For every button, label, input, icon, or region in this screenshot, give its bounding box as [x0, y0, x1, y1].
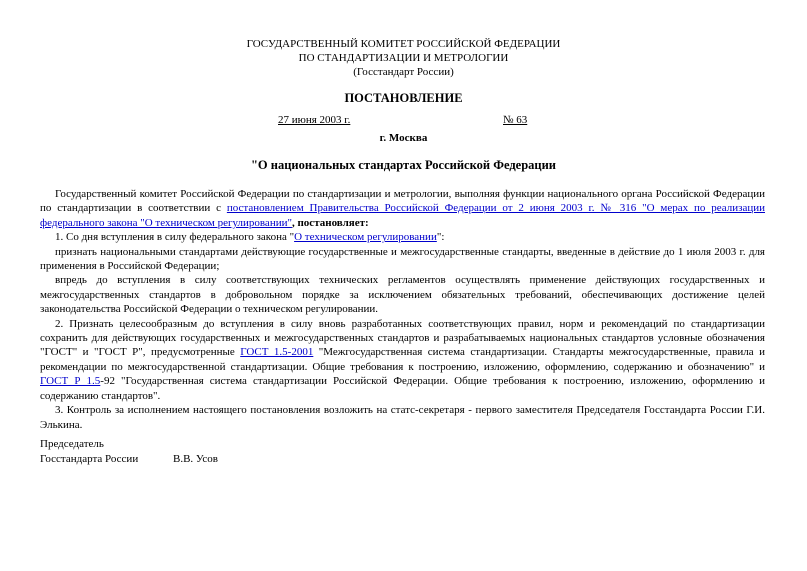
signature-name: В.В. Усов — [173, 453, 218, 465]
paragraph-item-3: 3. Контроль за исполнением настоящего постановления возложить на статс-секретаря - первого заместителя Председателя Госстандарта России Г.И. Элькина. — [40, 404, 765, 431]
gost-r-1-5-link[interactable]: ГОСТ Р 1.5 — [40, 375, 101, 388]
header-line-3: (Госстандарт России) — [353, 66, 454, 78]
header-line-1: ГОСУДАРСТВЕННЫЙ КОМИТЕТ РОССИЙСКОЙ ФЕДЕРАЦИИ — [246, 38, 561, 50]
gost-1-5-2001-link[interactable]: ГОСТ 1.5-2001 — [240, 346, 314, 359]
document-body — [40, 187, 765, 432]
paragraph-item-1a: признать национальными стандартами действующие государственные и межгосударственные стандарты, введенные в действие до 1 июля 2003 г. для применения в Российской Федерации; — [40, 245, 765, 273]
item-2-text-1: 2. Признать целесообразным до вступления в силу вновь разработанных соответствующих правил, норм и рекомендаций по стандартизации сохранить для действующих государственных и межгосударственных стандартов и разрабатываемых национальных стандартов условные обозначения "ГОСТ" и "ГОСТ Р", предусмотренные — [40, 317, 765, 359]
doc-city: г. Москва — [379, 132, 428, 144]
tech-regulation-law-link[interactable]: О техническом регулировании — [294, 231, 437, 244]
signature-position-1: Председатель — [40, 438, 104, 450]
government-decree-link[interactable]: постановлением Правительства Российской Федерации от 2 июня 2003 г. № 316 "О мерах по реализации федерального закона "О техническом регулировании" — [40, 202, 765, 229]
paragraph-item-1 — [40, 230, 765, 244]
decrees-bold: , постановляет: — [291, 216, 369, 229]
preamble-text: Государственный комитет Российской Федерации по стандартизации и метрологии, выполняя функции национального органа Российской Федерации по стандартизации в соответствии с — [40, 188, 765, 215]
doc-title: "О национальных стандартах Российской Федерации — [250, 158, 557, 172]
paragraph-preamble — [40, 187, 765, 230]
signature-position-2: Госстандарта России — [40, 453, 139, 465]
item-2-text-2: "Межгосударственная система стандартизации. Стандарты межгосударственные, правила и рекомендации по межгосударственной стандартизации. Общие требования к построению, изложению, оформлению, содержанию и обозначению" и — [40, 346, 765, 373]
item-1-text-before: 1. Со дня вступления в силу федерального закона " — [55, 231, 295, 244]
header-line-2: ПО СТАНДАРТИЗАЦИИ И МЕТРОЛОГИИ — [298, 52, 509, 64]
paragraph-item-1b: впредь до вступления в силу соответствующих технических регламентов осуществлять применение действующих государственных и межгосударственных стандартов в добровольном порядке за исключением обязательных требований, обеспечивающих достижение целей законодательства Российской Федерации о техническом регулировании. — [40, 274, 765, 316]
paragraph-item-2 — [40, 317, 765, 403]
item-2-text-3: -92 "Государственная система стандартизации Российской Федерации. Общие требования к построению, изложению, оформлению и содержанию стандартов". — [40, 375, 765, 402]
doc-date: 27 июня 2003 г. — [278, 114, 351, 126]
doc-type-title: ПОСТАНОВЛЕНИЕ — [344, 91, 463, 105]
doc-number: № 63 — [503, 114, 528, 126]
item-1-text-after: ": — [436, 231, 445, 244]
